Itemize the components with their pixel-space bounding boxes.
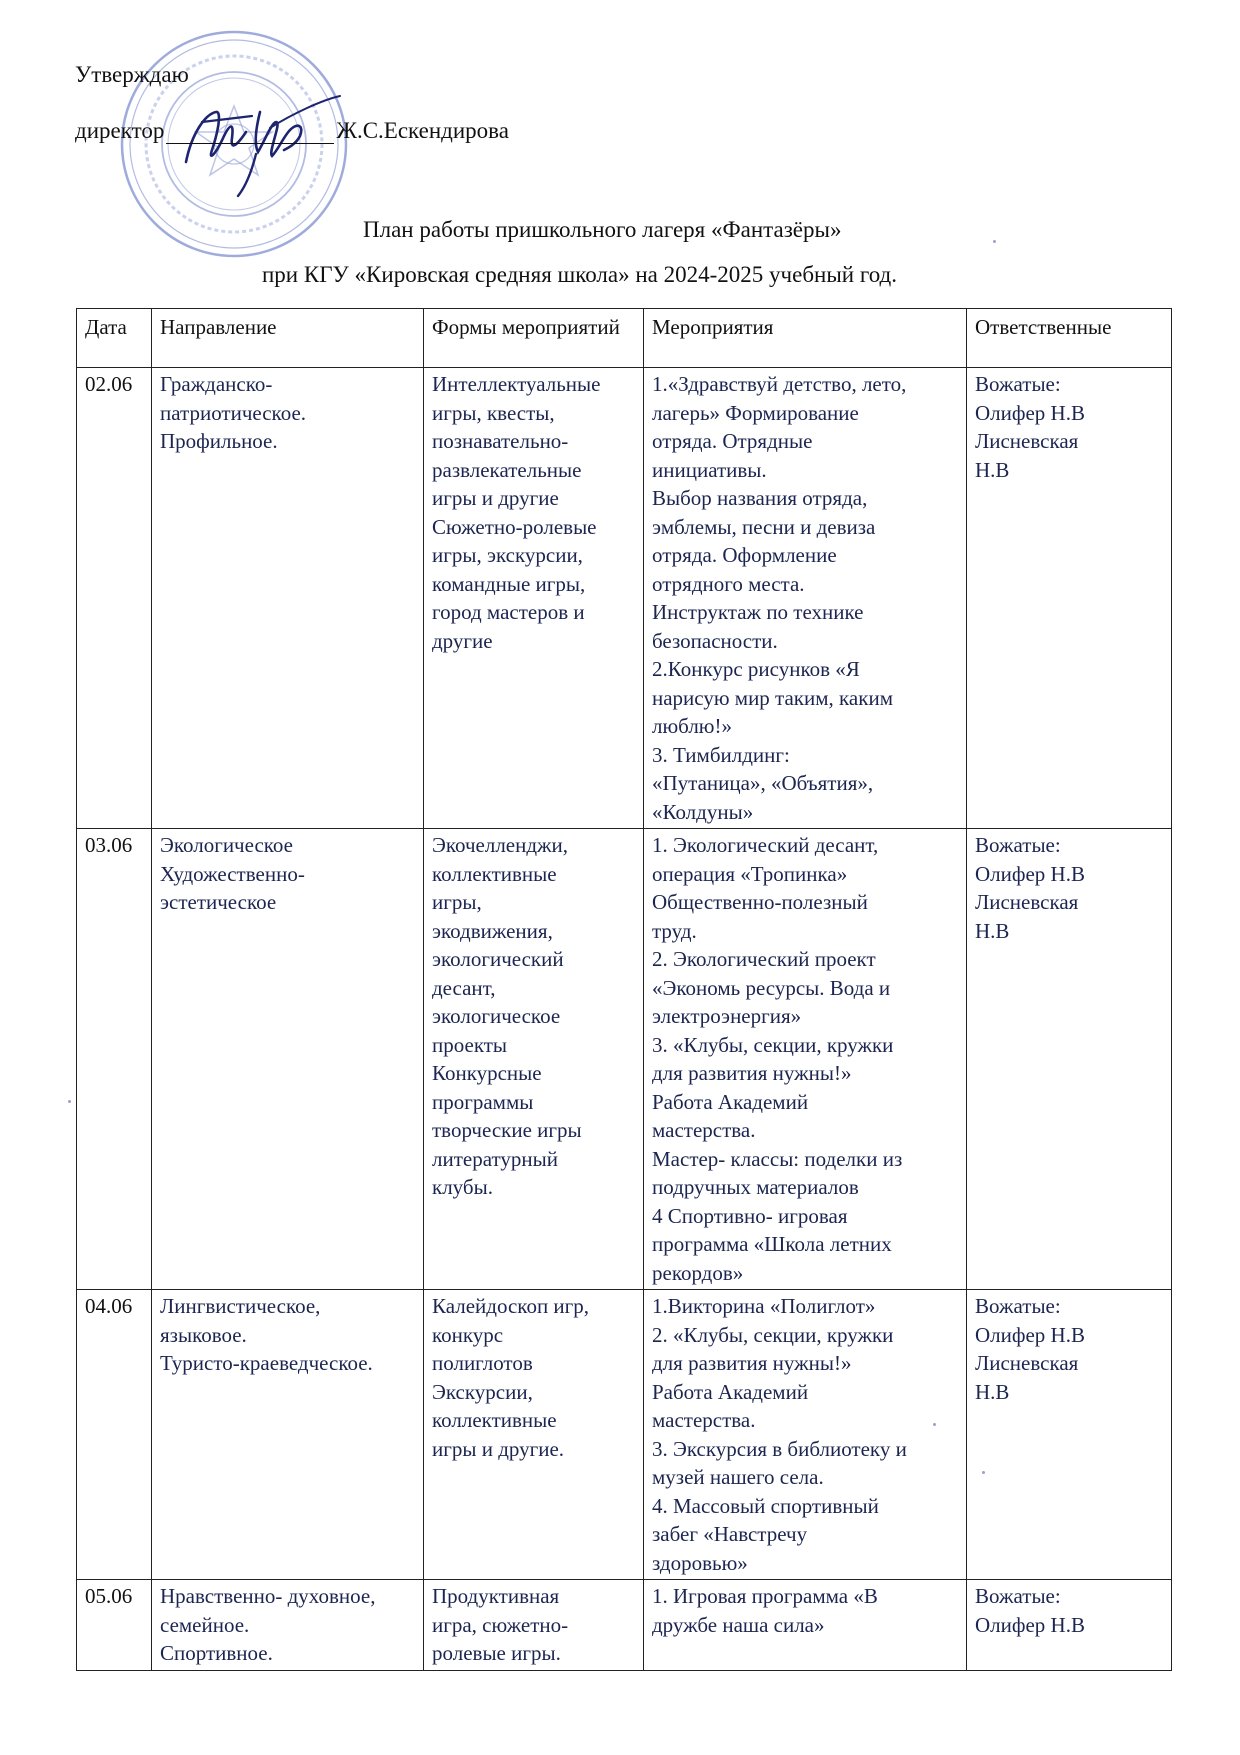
scan-speck xyxy=(68,1100,71,1103)
cell-date: 03.06 xyxy=(77,829,152,1290)
scan-speck xyxy=(993,240,996,243)
director-label: директор xyxy=(75,118,165,143)
table-row xyxy=(77,1580,1172,1671)
cell-responsible: Вожатые: Олифер Н.В Лисневская Н.В xyxy=(967,1290,1172,1580)
cell-direction: Нравственно- духовное, семейное. Спортивное. xyxy=(152,1580,424,1671)
cell-events: 1. Экологический десант, операция «Тропинка» Общественно-полезный труд. 2. Экологический проект «Экономь ресурсы. Вода и электроэнергия» 3. «Клубы, секции, кружки для развития нужны!» Работа Академий мастерства. Мастер- классы: поделки из подручных материалов 4 Спортивно- игровая программа «Школа летних рекордов» xyxy=(644,829,967,1290)
cell-direction: Лингвистическое, языковое. Туристо-краеведческое. xyxy=(152,1290,424,1580)
cell-forms: Калейдоскоп игр, конкурс полиглотов Экскурсии, коллективные игры и другие. xyxy=(424,1290,644,1580)
cell-events: 1.«Здравствуй детство, лето, лагерь» Формирование отряда. Отрядные инициативы. Выбор названия отряда, эмблемы, песни и девиза отряда. Оформление отрядного места. Инструктаж по технике безопасности. 2.Конкурс рисунков «Я нарисую мир таким, каким люблю!» 3. Тимбилдинг: «Путаница», «Объятия», «Колдуны» xyxy=(644,368,967,829)
cell-responsible: Вожатые: Олифер Н.В xyxy=(967,1580,1172,1671)
cell-responsible: Вожатые: Олифер Н.В Лисневская Н.В xyxy=(967,368,1172,829)
cell-events: 1.Викторина «Полиглот» 2. «Клубы, секции, кружки для развития нужны!» Работа Академий мастерства. 3. Экскурсия в библиотеку и музей нашего села. 4. Массовый спортивный забег «Навстречу здоровью» xyxy=(644,1290,967,1580)
director-name: Ж.С.Ескендирова xyxy=(336,118,509,143)
header-forms: Формы мероприятий xyxy=(424,309,644,368)
cell-date: 05.06 xyxy=(77,1580,152,1671)
cell-date: 04.06 xyxy=(77,1290,152,1580)
scan-speck xyxy=(933,1423,936,1426)
cell-forms: Продуктивная игра, сюжетно- ролевые игры. xyxy=(424,1580,644,1671)
cell-forms: Экочелленджи, коллективные игры, экодвижения, экологический десант, экологическое проекты Конкурсные программы творческие игры литературный клубы. xyxy=(424,829,644,1290)
approve-label: Утверждаю xyxy=(75,62,189,87)
header-date: Дата xyxy=(77,309,152,368)
cell-date: 02.06 xyxy=(77,368,152,829)
cell-direction: Экологическое Художественно- эстетическое xyxy=(152,829,424,1290)
header-events: Мероприятия xyxy=(644,309,967,368)
table-header-row xyxy=(77,309,1172,368)
header-responsible: Ответственные xyxy=(967,309,1172,368)
table-row xyxy=(77,1290,1172,1580)
cell-direction: Гражданско- патриотическое. Профильное. xyxy=(152,368,424,829)
cell-forms: Интеллектуальные игры, квесты, познавательно- развлекательные игры и другие Сюжетно-ролевые игры, экскурсии, командные игры, город мастеров и другие xyxy=(424,368,644,829)
director-line xyxy=(75,117,509,144)
signature-line xyxy=(166,117,334,144)
table-row xyxy=(77,368,1172,829)
director-signature xyxy=(172,92,347,202)
document-subtitle: при КГУ «Кировская средняя школа» на 2024-2025 учебный год. xyxy=(262,262,897,287)
scan-speck xyxy=(982,1471,985,1474)
header-direction: Направление xyxy=(152,309,424,368)
document-title: План работы пришкольного лагеря «Фантазёры» xyxy=(363,217,842,242)
table-row xyxy=(77,829,1172,1290)
cell-events: 1. Игровая программа «В дружбе наша сила» xyxy=(644,1580,967,1671)
plan-table xyxy=(76,308,1172,1671)
cell-responsible: Вожатые: Олифер Н.В Лисневская Н.В xyxy=(967,829,1172,1290)
